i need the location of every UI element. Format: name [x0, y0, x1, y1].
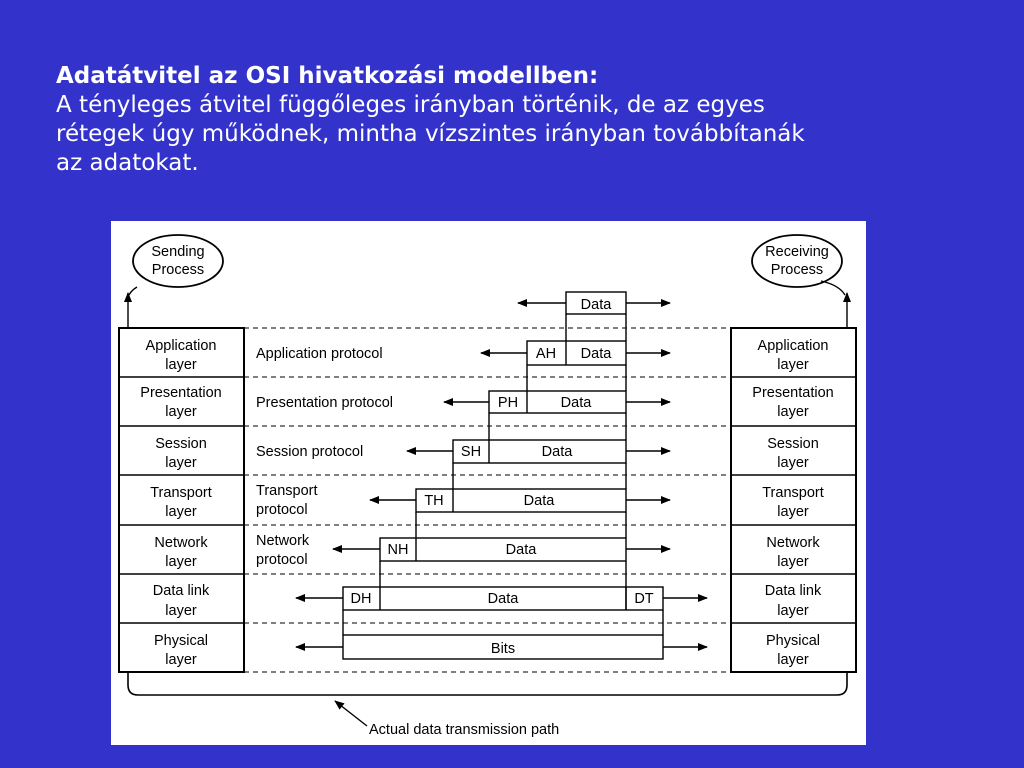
osi-diagram	[111, 221, 866, 745]
receiving-network-layer-1: Network	[766, 535, 820, 551]
slide-heading: Adatátvitel az OSI hivatkozási modellben:	[56, 63, 599, 89]
transmission-path-label: Actual data transmission path	[369, 722, 560, 738]
receiving-application-layer-2: layer	[777, 357, 809, 373]
data-label-application: Data	[580, 346, 612, 362]
sending-session-layer-2: layer	[165, 455, 197, 471]
sending-presentation-layer-1: Presentation	[140, 385, 222, 401]
receiving-physical-layer-2: layer	[777, 652, 809, 668]
receiving-network-layer-2: layer	[777, 554, 809, 570]
data-label-transport: Data	[523, 493, 555, 509]
sending-application-layer-1: Application	[145, 338, 217, 354]
sending-session-layer-1: Session	[155, 436, 207, 452]
network-protocol-label-1: Network	[256, 533, 310, 549]
receiving-process-label-1: Receiving	[765, 244, 829, 260]
transmission-path-line	[128, 672, 847, 695]
bits-label: Bits	[490, 641, 516, 657]
transport-protocol-label-1: Transport	[256, 483, 318, 499]
receiving-process-ellipse	[752, 235, 842, 287]
slide-body-line-3: az adatokat.	[56, 150, 199, 176]
presentation-protocol-label: Presentation protocol	[256, 395, 394, 411]
slide-body-line-1: A tényleges átvitel függőleges irányban történik, de az egyes	[56, 92, 765, 118]
receiving-datalink-layer-1: Data link	[764, 583, 822, 599]
nh-header-label: NH	[387, 542, 409, 558]
receiving-process-label-2: Process	[770, 262, 824, 278]
receiving-datalink-layer-2: layer	[777, 603, 809, 619]
sending-transport-layer-1: Transport	[150, 485, 212, 501]
ah-header-label: AH	[535, 346, 557, 362]
receiving-presentation-layer-1: Presentation	[752, 385, 834, 401]
receiving-presentation-layer-2: layer	[777, 404, 809, 420]
receiving-transport-layer-1: Transport	[762, 485, 824, 501]
application-protocol-label: Application protocol	[256, 346, 383, 362]
osi-diagram-svg	[111, 221, 866, 745]
sending-process-label-1: Sending	[151, 244, 205, 260]
data-label-presentation: Data	[560, 395, 592, 411]
sending-presentation-layer-2: layer	[165, 404, 197, 420]
slide-text	[56, 62, 976, 178]
sending-application-layer-2: layer	[165, 357, 197, 373]
th-header-label: TH	[424, 493, 444, 509]
data-label-top: Data	[580, 297, 612, 313]
sending-network-layer-2: layer	[165, 554, 197, 570]
sending-transport-layer-2: layer	[165, 504, 197, 520]
data-label-session: Data	[541, 444, 573, 460]
transmission-path-pointer	[335, 701, 367, 726]
receiving-session-layer-2: layer	[777, 455, 809, 471]
transport-protocol-label-2: protocol	[256, 502, 308, 518]
sh-header-label: SH	[460, 444, 482, 460]
data-label-network: Data	[505, 542, 537, 558]
sending-process-ellipse	[133, 235, 223, 287]
receiving-application-layer-1: Application	[757, 338, 829, 354]
sending-physical-layer-2: layer	[165, 652, 197, 668]
dh-header-label: DH	[350, 591, 372, 607]
sending-network-layer-1: Network	[154, 535, 208, 551]
ph-header-label: PH	[497, 395, 519, 411]
data-label-datalink: Data	[487, 591, 519, 607]
sending-datalink-layer-1: Data link	[152, 583, 210, 599]
network-protocol-label-2: protocol	[256, 552, 308, 568]
slide-body-line-2: rétegek úgy működnek, mintha vízszintes irányban továbbítanák	[56, 121, 805, 147]
sending-physical-layer-1: Physical	[154, 633, 208, 649]
sending-process-label-2: Process	[151, 262, 205, 278]
session-protocol-label: Session protocol	[256, 444, 364, 460]
transport-pdu	[416, 489, 626, 512]
sending-datalink-layer-2: layer	[165, 603, 197, 619]
dt-trailer-label: DT	[634, 591, 654, 607]
receiving-session-layer-1: Session	[767, 436, 819, 452]
receiving-physical-layer-1: Physical	[766, 633, 820, 649]
network-pdu	[380, 538, 626, 561]
receiving-transport-layer-2: layer	[777, 504, 809, 520]
